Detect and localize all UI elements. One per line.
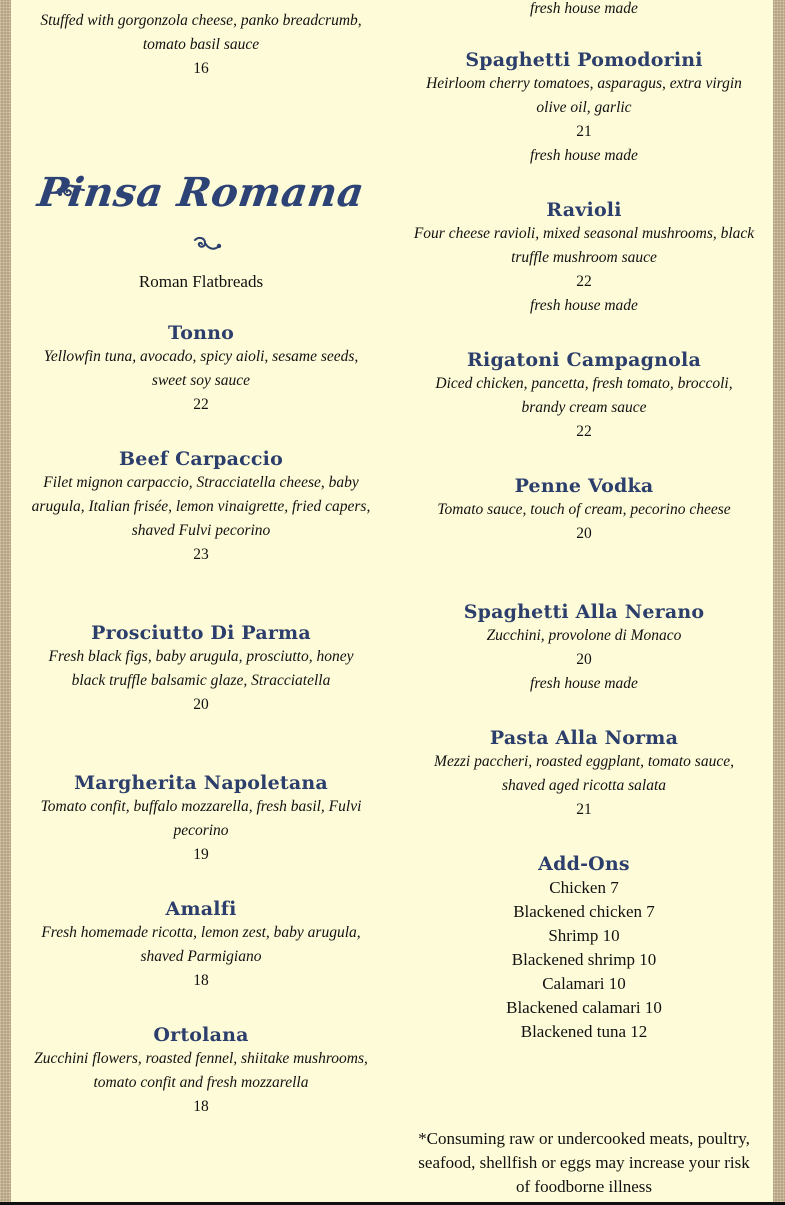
item-description: Filet mignon carpaccio, Stracciatella cheese, baby arugula, Italian frisée, lemon vinaigrette, fried capers, shaved Fulvi pecorino xyxy=(31,474,371,539)
item-name: Prosciutto Di Parma xyxy=(91,622,311,644)
item-name: Ravioli xyxy=(546,199,622,221)
item-description: Yellowfin tuna, avocado, spicy aioli, sesame seeds, sweet soy sauce xyxy=(43,348,359,389)
food-safety-disclaimer: *Consuming raw or undercooked meats, poultry, seafood, shellfish or eggs may increase your risk of foodborne illness xyxy=(418,1129,750,1196)
item-price: 20 xyxy=(193,696,209,713)
item-description: Mezzi paccheri, roasted eggplant, tomato sauce, shaved aged ricotta salata xyxy=(434,753,734,794)
item-name: Spaghetti Alla Nerano xyxy=(463,601,705,623)
item-description: Fresh homemade ricotta, lemon zest, baby arugula, shaved Parmigiano xyxy=(41,924,361,965)
item-price: 22 xyxy=(576,423,592,440)
section-title xyxy=(30,162,372,222)
item-name: Amalfi xyxy=(165,898,237,920)
menu-item xyxy=(30,321,372,417)
item-price: 20 xyxy=(576,651,592,668)
item-price: 19 xyxy=(193,846,209,863)
menu-item xyxy=(413,348,755,444)
section-subtitle: Roman Flatbreads xyxy=(138,272,264,291)
item-description: Tomato confit, buffalo mozzarella, fresh basil, Fulvi pecorino xyxy=(40,798,362,839)
item-note: fresh house made xyxy=(530,297,638,314)
menu-item xyxy=(413,600,755,696)
menu-item xyxy=(30,447,372,567)
item-name: Spaghetti Pomodorini xyxy=(465,49,703,71)
item-name: Ortolana xyxy=(153,1024,249,1046)
menu-item xyxy=(30,1023,372,1119)
item-price: 22 xyxy=(193,396,209,413)
item-description: Stuffed with gorgonzola cheese, panko breadcrumb, tomato basil sauce xyxy=(40,12,362,53)
addon-line: Blackened shrimp 10 xyxy=(511,950,657,969)
item-description: Tomato sauce, touch of cream, pecorino cheese xyxy=(437,501,731,518)
section-title-text: Pinsa Romana xyxy=(34,168,368,216)
item-description: Four cheese ravioli, mixed seasonal mushrooms, black truffle mushroom sauce xyxy=(413,225,755,266)
addon-line: Blackened calamari 10 xyxy=(506,998,662,1017)
menu-item-top xyxy=(30,9,372,81)
menu-item xyxy=(413,198,755,318)
item-name: Beef Carpaccio xyxy=(119,448,283,470)
item-name: Tonno xyxy=(168,322,234,344)
menu-item xyxy=(30,771,372,867)
addon-line: Shrimp 10 xyxy=(548,926,620,945)
item-description: Heirloom cherry tomatoes, asparagus, extra virgin olive oil, garlic xyxy=(426,75,742,116)
menu-item xyxy=(413,474,755,546)
item-note: fresh house made xyxy=(530,0,638,17)
addons-title: Add-Ons xyxy=(538,853,630,875)
menu-item-top xyxy=(413,0,755,21)
item-description: Fresh black figs, baby arugula, prosciutto, honey black truffle balsamic glaze, Stracciatella xyxy=(48,648,354,689)
item-price: 22 xyxy=(576,273,592,290)
item-price: 18 xyxy=(193,1098,209,1115)
menu-item xyxy=(413,726,755,822)
left-column xyxy=(30,0,372,1202)
item-name: Pasta Alla Norma xyxy=(489,727,679,749)
item-description: Zucchini flowers, roasted fennel, shiitake mushrooms, tomato confit and fresh mozzarella xyxy=(34,1050,368,1091)
item-note: fresh house made xyxy=(530,675,638,692)
item-name: Rigatoni Campagnola xyxy=(467,349,701,371)
addon-line: Blackened tuna 12 xyxy=(520,1022,648,1041)
item-description: Zucchini, provolone di Monaco xyxy=(486,627,682,644)
item-price: 16 xyxy=(193,60,209,77)
item-price: 21 xyxy=(576,801,592,818)
addons-section xyxy=(413,852,755,1044)
item-name: Penne Vodka xyxy=(514,475,654,497)
item-price: 21 xyxy=(576,123,592,140)
item-description: Diced chicken, pancetta, fresh tomato, broccoli, brandy cream sauce xyxy=(435,375,733,416)
menu-item xyxy=(30,621,372,717)
item-name: Margherita Napoletana xyxy=(74,772,328,794)
item-price: 20 xyxy=(576,525,592,542)
menu-item xyxy=(413,48,755,168)
right-column xyxy=(413,0,755,1202)
menu-item xyxy=(30,897,372,993)
item-note: fresh house made xyxy=(530,147,638,164)
addon-line: Blackened chicken 7 xyxy=(513,902,655,921)
addon-line: Chicken 7 xyxy=(549,878,619,897)
item-price: 18 xyxy=(193,972,209,989)
item-price: 23 xyxy=(193,546,209,563)
addon-line: Calamari 10 xyxy=(542,974,626,993)
swirl-ornament-icon xyxy=(191,232,225,256)
